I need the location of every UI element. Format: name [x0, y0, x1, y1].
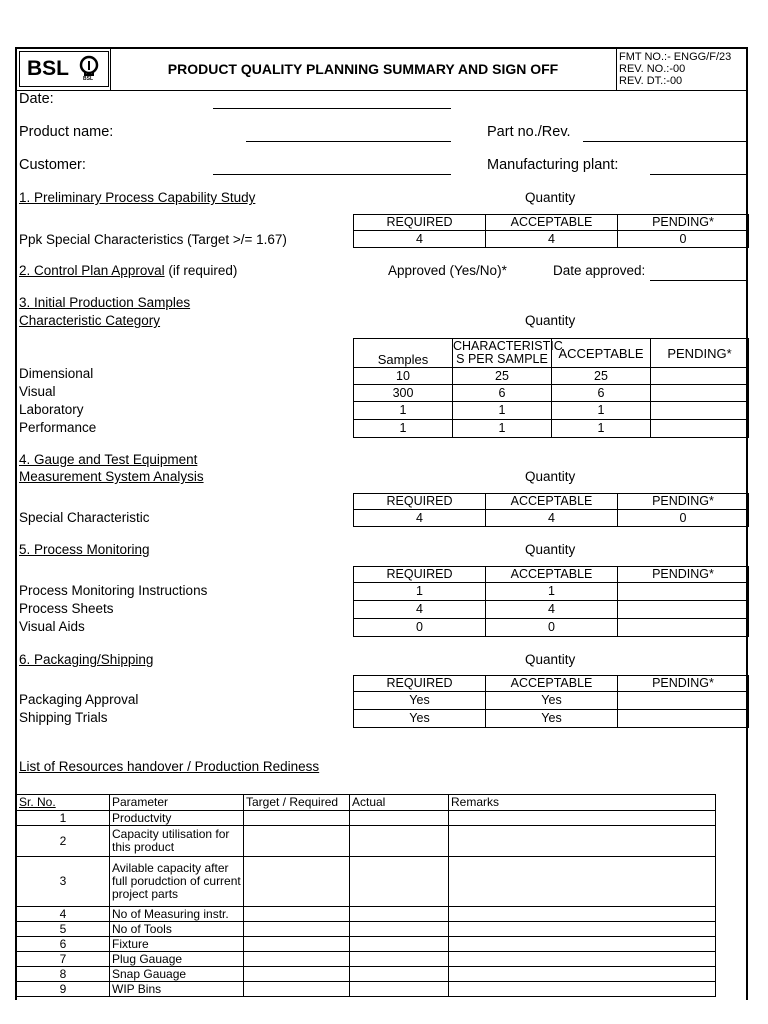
table-row — [354, 420, 749, 438]
parameter: Snap Gauage — [110, 967, 244, 982]
row-label-visual: Visual — [19, 384, 56, 399]
shipping-acceptable[interactable]: Yes — [486, 710, 618, 728]
parameter: No of Measuring instr. — [110, 907, 244, 922]
ppk-pending[interactable]: 0 — [618, 231, 749, 248]
header — [15, 47, 748, 91]
parameter: Fixture — [110, 937, 244, 952]
table-row — [17, 952, 716, 967]
manufacturing-plant-label: Manufacturing plant: — [487, 157, 619, 173]
special-characteristic-label: Special Characteristic — [19, 510, 150, 525]
instructions-acceptable[interactable]: 1 — [486, 583, 618, 601]
parameter: WIP Bins — [110, 982, 244, 997]
product-name-label: Product name: — [19, 124, 114, 140]
visual-acceptable[interactable]: 6 — [552, 385, 651, 402]
part-no-label: Part no./Rev. — [487, 124, 571, 140]
performance-samples[interactable]: 1 — [354, 420, 453, 438]
remarks-cell[interactable] — [449, 982, 716, 997]
special-acceptable[interactable]: 4 — [486, 510, 618, 527]
table-row — [354, 601, 749, 619]
header-acceptable: ACCEPTABLE — [486, 676, 618, 692]
section5-title: 5. Process Monitoring — [19, 542, 150, 557]
form-info — [619, 51, 731, 87]
section6-table — [353, 675, 749, 728]
date-label: Date: — [19, 91, 54, 107]
header-remarks: Remarks — [449, 795, 716, 811]
row-label-visual-aids: Visual Aids — [19, 619, 85, 634]
section1-table — [353, 214, 749, 248]
section3-title: 3. Initial Production Samples — [19, 295, 191, 310]
table-row — [17, 967, 716, 982]
rev-dt: REV. DT.:-00 — [619, 75, 683, 87]
approved-label: Approved (Yes/No)* — [388, 263, 507, 278]
sr-no: 1 — [17, 811, 110, 826]
resources-title: List of Resources handover / Production Rediness — [19, 759, 320, 774]
laboratory-acceptable[interactable]: 1 — [552, 402, 651, 420]
dimensional-pending[interactable] — [651, 368, 749, 385]
dimensional-characteristics[interactable]: 25 — [453, 368, 552, 385]
header-acceptable: ACCEPTABLE — [486, 215, 618, 231]
parameter: Capacity utilisation for this product — [110, 826, 244, 857]
target-cell[interactable] — [244, 857, 350, 907]
logo-text: BSL — [27, 57, 69, 80]
process-sheets-required[interactable]: 4 — [354, 601, 486, 619]
customer-field[interactable] — [213, 174, 451, 175]
remarks-cell[interactable] — [449, 857, 716, 907]
table-row — [17, 907, 716, 922]
section3-subtitle: Characteristic Category — [19, 313, 161, 328]
table-row — [17, 937, 716, 952]
section4-quantity: Quantity — [525, 469, 576, 484]
performance-characteristics[interactable]: 1 — [453, 420, 552, 438]
special-required[interactable]: 4 — [354, 510, 486, 527]
header-pending: PENDING* — [651, 339, 749, 368]
ppk-acceptable[interactable]: 4 — [486, 231, 618, 248]
laboratory-samples[interactable]: 1 — [354, 402, 453, 420]
target-cell[interactable] — [244, 811, 350, 826]
actual-cell[interactable] — [350, 952, 449, 967]
logo-mark: BSL — [83, 76, 93, 82]
sr-no: 5 — [17, 922, 110, 937]
remarks-cell[interactable] — [449, 811, 716, 826]
section2-heading — [19, 263, 237, 279]
process-sheets-acceptable[interactable]: 4 — [486, 601, 618, 619]
remarks-cell[interactable] — [449, 907, 716, 922]
header-acceptable: ACCEPTABLE — [486, 567, 618, 583]
row-label-process-sheets: Process Sheets — [19, 601, 114, 616]
target-cell[interactable] — [244, 937, 350, 952]
section6-quantity: Quantity — [525, 652, 576, 667]
shipping-pending[interactable] — [618, 710, 749, 728]
target-cell[interactable] — [244, 826, 350, 857]
packaging-pending[interactable] — [618, 692, 749, 710]
date-field[interactable] — [213, 108, 451, 109]
parameter: No of Tools — [110, 922, 244, 937]
visual-aids-pending[interactable] — [618, 619, 749, 637]
section3-quantity: Quantity — [525, 313, 576, 328]
laboratory-pending[interactable] — [651, 402, 749, 420]
remarks-cell[interactable] — [449, 937, 716, 952]
header-required: REQUIRED — [354, 567, 486, 583]
visual-characteristics[interactable]: 6 — [453, 385, 552, 402]
instructions-required[interactable]: 1 — [354, 583, 486, 601]
table-row — [17, 857, 716, 907]
section2-note: (if required) — [164, 263, 238, 278]
section4-subtitle: Measurement System Analysis — [19, 469, 204, 484]
target-cell[interactable] — [244, 922, 350, 937]
logo — [19, 51, 109, 87]
row-label-dimensional: Dimensional — [19, 366, 94, 381]
section6-title: 6. Packaging/Shipping — [19, 652, 154, 667]
header-required: REQUIRED — [354, 494, 486, 510]
dimensional-samples[interactable]: 10 — [354, 368, 453, 385]
manufacturing-plant-field[interactable] — [650, 174, 747, 175]
header-required: REQUIRED — [354, 676, 486, 692]
target-cell[interactable] — [244, 952, 350, 967]
page-title: PRODUCT QUALITY PLANNING SUMMARY AND SIGN OFF — [167, 61, 559, 77]
packaging-required[interactable]: Yes — [354, 692, 486, 710]
section4-table — [353, 493, 749, 527]
laboratory-characteristics[interactable]: 1 — [453, 402, 552, 420]
special-pending[interactable]: 0 — [618, 510, 749, 527]
section5-table — [353, 566, 749, 637]
sr-no: 6 — [17, 937, 110, 952]
sr-no: 7 — [17, 952, 110, 967]
remarks-cell[interactable] — [449, 967, 716, 982]
remarks-cell[interactable] — [449, 826, 716, 857]
remarks-cell[interactable] — [449, 922, 716, 937]
sr-no: 3 — [17, 857, 110, 907]
header-required: REQUIRED — [354, 215, 486, 231]
table-row — [354, 402, 749, 420]
section3-table — [353, 338, 749, 438]
target-cell[interactable] — [244, 967, 350, 982]
header-acceptable: ACCEPTABLE — [486, 494, 618, 510]
table-row — [354, 710, 749, 728]
row-label-packaging-approval: Packaging Approval — [19, 692, 139, 707]
header-divider-right — [616, 47, 617, 90]
header-samples: Samples — [354, 339, 453, 368]
row-label-shipping-trials: Shipping Trials — [19, 710, 108, 725]
actual-cell[interactable] — [350, 811, 449, 826]
target-cell[interactable] — [244, 982, 350, 997]
shipping-required[interactable]: Yes — [354, 710, 486, 728]
visual-aids-acceptable[interactable]: 0 — [486, 619, 618, 637]
parameter: Plug Gauage — [110, 952, 244, 967]
header-pending: PENDING* — [618, 494, 749, 510]
table-row — [17, 826, 716, 857]
visual-pending[interactable] — [651, 385, 749, 402]
instructions-pending[interactable] — [618, 583, 749, 601]
visual-samples[interactable]: 300 — [354, 385, 453, 402]
actual-cell[interactable] — [350, 967, 449, 982]
customer-label: Customer: — [19, 157, 86, 173]
actual-cell[interactable] — [350, 982, 449, 997]
actual-cell[interactable] — [350, 922, 449, 937]
table-row — [354, 385, 749, 402]
table-row — [354, 583, 749, 601]
packaging-acceptable[interactable]: Yes — [486, 692, 618, 710]
date-approved-label: Date approved: — [553, 263, 646, 278]
table-row — [17, 922, 716, 937]
header-parameter: Parameter — [110, 795, 244, 811]
resources-table — [16, 794, 716, 997]
remarks-cell[interactable] — [449, 952, 716, 967]
ppk-required[interactable]: 4 — [354, 231, 486, 248]
header-acceptable: ACCEPTABLE — [552, 339, 651, 368]
actual-cell[interactable] — [350, 907, 449, 922]
sr-no: 4 — [17, 907, 110, 922]
header-pending: PENDING* — [618, 215, 749, 231]
date-approved-field[interactable] — [650, 280, 747, 281]
performance-pending[interactable] — [651, 420, 749, 438]
table-row — [17, 982, 716, 997]
dimensional-acceptable[interactable]: 25 — [552, 368, 651, 385]
sr-no: 9 — [17, 982, 110, 997]
section5-quantity: Quantity — [525, 542, 576, 557]
visual-aids-required[interactable]: 0 — [354, 619, 486, 637]
table-row — [354, 619, 749, 637]
actual-cell[interactable] — [350, 857, 449, 907]
section1-quantity: Quantity — [525, 190, 576, 205]
section2-title: 2. Control Plan Approval — [19, 263, 165, 278]
fmt-no: FMT NO.:- ENGG/F/23 — [619, 51, 732, 63]
table-row — [17, 811, 716, 826]
header-target: Target / Required — [244, 795, 350, 811]
product-name-field[interactable] — [246, 141, 451, 142]
section1-title: 1. Preliminary Process Capability Study — [19, 190, 256, 205]
parameter: Productvity — [110, 811, 244, 826]
sr-no: 2 — [17, 826, 110, 857]
rev-no: REV. NO.:-00 — [619, 63, 686, 75]
actual-cell[interactable] — [350, 826, 449, 857]
performance-acceptable[interactable]: 1 — [552, 420, 651, 438]
row-label-process-monitoring-instructions: Process Monitoring Instructions — [19, 583, 208, 598]
sr-no: 8 — [17, 967, 110, 982]
target-cell[interactable] — [244, 907, 350, 922]
part-no-field[interactable] — [583, 141, 747, 142]
parameter: Avilable capacity after full porudction of current project parts — [110, 857, 244, 907]
ppk-row-label: Ppk Special Characteristics (Target >/= 1.67) — [19, 232, 287, 247]
table-row — [354, 692, 749, 710]
row-label-laboratory: Laboratory — [19, 402, 84, 417]
process-sheets-pending[interactable] — [618, 601, 749, 619]
header-characteristics-per-sample: CHARACTERISTIC S PER SAMPLE — [453, 339, 563, 366]
header-pending: PENDING* — [618, 676, 749, 692]
actual-cell[interactable] — [350, 937, 449, 952]
header-actual: Actual — [350, 795, 449, 811]
header-pending: PENDING* — [618, 567, 749, 583]
resources-header-row — [17, 795, 716, 811]
row-label-performance: Performance — [19, 420, 97, 435]
header-sr-no: Sr. No. — [17, 795, 110, 811]
table-row — [354, 368, 749, 385]
section4-title: 4. Gauge and Test Equipment — [19, 452, 198, 467]
